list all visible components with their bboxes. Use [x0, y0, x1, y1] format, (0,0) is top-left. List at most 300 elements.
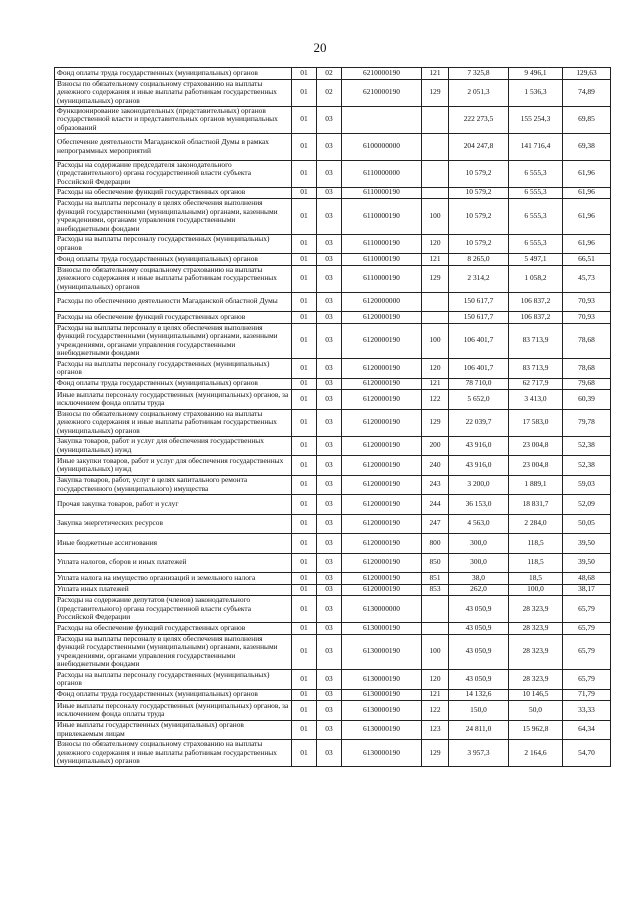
planned-amount: 78 710,0 — [449, 378, 509, 390]
executed-amount: 23 004,8 — [509, 436, 563, 456]
planned-amount: 150 617,7 — [449, 292, 509, 312]
executed-amount: 141 716,4 — [509, 133, 563, 160]
row-name: Расходы на выплаты персоналу государственных (муниципальных) органов — [55, 670, 292, 690]
table-row — [55, 359, 611, 379]
target-article-code: 6130000190 — [342, 623, 422, 635]
execution-percent: 61,96 — [563, 199, 611, 235]
executed-amount: 18 831,7 — [509, 495, 563, 515]
subsection-code: 03 — [317, 292, 342, 312]
row-name: Расходы на содержание депутатов (членов) законодательного (представительного) органа государственной власти субъекта Российской Федерации — [55, 596, 292, 623]
subsection-code: 03 — [317, 390, 342, 410]
execution-percent: 65,79 — [563, 623, 611, 635]
executed-amount: 118,5 — [509, 553, 563, 573]
expense-type-code: 129 — [422, 409, 449, 436]
target-article-code: 6130000190 — [342, 689, 422, 701]
row-name: Иные выплаты персоналу государственных (муниципальных) органов, за исключением фонда оплаты труда — [55, 390, 292, 410]
execution-percent: 69,38 — [563, 133, 611, 160]
execution-percent: 64,34 — [563, 720, 611, 740]
expense-type-code: 120 — [422, 670, 449, 690]
subsection-code: 02 — [317, 68, 342, 80]
executed-amount: 62 717,9 — [509, 378, 563, 390]
section-code: 01 — [292, 199, 317, 235]
table-row — [55, 514, 611, 534]
section-code: 01 — [292, 436, 317, 456]
execution-percent: 79,68 — [563, 378, 611, 390]
execution-percent: 48,68 — [563, 573, 611, 585]
expense-type-code — [422, 292, 449, 312]
execution-percent: 39,50 — [563, 534, 611, 554]
row-name: Расходы на выплаты персоналу государственных (муниципальных) органов — [55, 234, 292, 254]
planned-amount: 4 563,0 — [449, 514, 509, 534]
executed-amount: 106 837,2 — [509, 312, 563, 324]
subsection-code: 02 — [317, 79, 342, 106]
row-name: Иные бюджетные ассигнования — [55, 534, 292, 554]
row-name: Взносы по обязательному социальному страхованию на выплаты денежного содержания и иные выплаты работникам государственных (муниципальных) органов — [55, 79, 292, 106]
row-name: Закупка энергетических ресурсов — [55, 514, 292, 534]
subsection-code: 03 — [317, 623, 342, 635]
row-name: Расходы на обеспечение функций государственных органов — [55, 312, 292, 324]
row-name: Фонд оплаты труда государственных (муниципальных) органов — [55, 254, 292, 266]
expense-type-code — [422, 106, 449, 133]
subsection-code: 03 — [317, 584, 342, 596]
budget-table — [54, 67, 611, 767]
row-name: Функционирование законодательных (представительных) органов государственной власти и представительных органов муниципальных образований — [55, 106, 292, 133]
executed-amount: 28 323,9 — [509, 623, 563, 635]
section-code: 01 — [292, 534, 317, 554]
row-name: Расходы на выплаты персоналу государственных (муниципальных) органов — [55, 359, 292, 379]
execution-percent: 45,73 — [563, 265, 611, 292]
table-row — [55, 436, 611, 456]
target-article-code: 6120000190 — [342, 409, 422, 436]
row-name: Иные выплаты государственных (муниципальных) органов привлекаемым лицам — [55, 720, 292, 740]
expense-type-code: 129 — [422, 740, 449, 767]
subsection-code: 03 — [317, 514, 342, 534]
section-code: 01 — [292, 79, 317, 106]
execution-percent: 61,96 — [563, 234, 611, 254]
section-code: 01 — [292, 133, 317, 160]
planned-amount: 10 579,2 — [449, 187, 509, 199]
execution-percent: 52,38 — [563, 456, 611, 476]
planned-amount: 5 652,0 — [449, 390, 509, 410]
expense-type-code: 120 — [422, 359, 449, 379]
row-name: Взносы по обязательному социальному страхованию на выплаты денежного содержания и иные выплаты работникам государственных (муниципальных) органов — [55, 740, 292, 767]
target-article-code: 6120000190 — [342, 475, 422, 495]
target-article-code: 6110000190 — [342, 199, 422, 235]
page-number: 20 — [313, 40, 327, 55]
execution-percent: 33,33 — [563, 701, 611, 721]
expense-type-code — [422, 596, 449, 623]
planned-amount: 24 811,0 — [449, 720, 509, 740]
expense-type-code: 122 — [422, 701, 449, 721]
table-row — [55, 378, 611, 390]
executed-amount: 6 555,3 — [509, 160, 563, 187]
planned-amount: 150 617,7 — [449, 312, 509, 324]
section-code: 01 — [292, 475, 317, 495]
executed-amount: 28 323,9 — [509, 596, 563, 623]
planned-amount: 2 051,3 — [449, 79, 509, 106]
planned-amount: 106 401,7 — [449, 323, 509, 359]
subsection-code: 03 — [317, 553, 342, 573]
table-row — [55, 634, 611, 670]
subsection-code: 03 — [317, 634, 342, 670]
row-name: Расходы на обеспечение функций государственных органов — [55, 623, 292, 635]
planned-amount: 10 579,2 — [449, 234, 509, 254]
expense-type-code — [422, 187, 449, 199]
subsection-code: 03 — [317, 199, 342, 235]
target-article-code: 6120000190 — [342, 553, 422, 573]
planned-amount: 2 314,2 — [449, 265, 509, 292]
row-name: Расходы на обеспечение функций государственных органов — [55, 187, 292, 199]
table-row — [55, 292, 611, 312]
expense-type-code: 121 — [422, 378, 449, 390]
row-name: Расходы на выплаты персоналу в целях обеспечения выполнения функций государственными (муниципальными) органами, казенными учреждениями, органами управления государственными внебюджетными фондами — [55, 323, 292, 359]
row-name: Уплата налогов, сборов и иных платежей — [55, 553, 292, 573]
row-name: Иные закупки товаров, работ и услуг для обеспечения государственных (муниципальных) нужд — [55, 456, 292, 476]
expense-type-code: 200 — [422, 436, 449, 456]
table-row — [55, 79, 611, 106]
target-article-code: 6130000190 — [342, 670, 422, 690]
target-article-code: 6130000190 — [342, 634, 422, 670]
executed-amount: 10 146,5 — [509, 689, 563, 701]
executed-amount: 17 583,0 — [509, 409, 563, 436]
executed-amount: 6 555,3 — [509, 234, 563, 254]
table-row — [55, 187, 611, 199]
execution-percent: 61,96 — [563, 187, 611, 199]
execution-percent: 78,68 — [563, 359, 611, 379]
section-code: 01 — [292, 456, 317, 476]
expense-type-code: 850 — [422, 553, 449, 573]
target-article-code: 6120000190 — [342, 456, 422, 476]
row-name: Уплата налога на имущество организаций и земельного налога — [55, 573, 292, 585]
planned-amount: 43 050,9 — [449, 670, 509, 690]
execution-percent: 50,05 — [563, 514, 611, 534]
section-code: 01 — [292, 323, 317, 359]
executed-amount: 118,5 — [509, 534, 563, 554]
planned-amount: 150,0 — [449, 701, 509, 721]
execution-percent: 66,51 — [563, 254, 611, 266]
subsection-code: 03 — [317, 160, 342, 187]
executed-amount: 100,0 — [509, 584, 563, 596]
target-article-code: 6130000000 — [342, 596, 422, 623]
subsection-code: 03 — [317, 106, 342, 133]
table-row — [55, 596, 611, 623]
target-article-code: 6100000000 — [342, 133, 422, 160]
subsection-code: 03 — [317, 133, 342, 160]
section-code: 01 — [292, 573, 317, 585]
table-row — [55, 160, 611, 187]
expense-type-code: 121 — [422, 689, 449, 701]
table-row — [55, 573, 611, 585]
executed-amount: 3 413,0 — [509, 390, 563, 410]
section-code: 01 — [292, 634, 317, 670]
executed-amount: 23 004,8 — [509, 456, 563, 476]
section-code: 01 — [292, 670, 317, 690]
section-code: 01 — [292, 514, 317, 534]
expense-type-code — [422, 133, 449, 160]
target-article-code — [342, 106, 422, 133]
expense-type-code: 244 — [422, 495, 449, 515]
table-row — [55, 265, 611, 292]
row-name: Расходы на выплаты персоналу в целях обеспечения выполнения функций государственными (муниципальными) органами, казенными учреждениями, органами управления государственными внебюджетными фондами — [55, 634, 292, 670]
section-code: 01 — [292, 234, 317, 254]
planned-amount: 22 039,7 — [449, 409, 509, 436]
executed-amount: 28 323,9 — [509, 670, 563, 690]
table-row — [55, 670, 611, 690]
table-row — [55, 720, 611, 740]
executed-amount: 5 497,1 — [509, 254, 563, 266]
table-row — [55, 689, 611, 701]
executed-amount: 155 254,3 — [509, 106, 563, 133]
section-code: 01 — [292, 409, 317, 436]
planned-amount: 204 247,8 — [449, 133, 509, 160]
expense-type-code: 129 — [422, 265, 449, 292]
execution-percent: 52,38 — [563, 436, 611, 456]
planned-amount: 43 050,9 — [449, 634, 509, 670]
budget-table-body — [55, 68, 611, 767]
executed-amount: 1 536,3 — [509, 79, 563, 106]
target-article-code: 6120000190 — [342, 436, 422, 456]
subsection-code: 03 — [317, 312, 342, 324]
row-name: Фонд оплаты труда государственных (муниципальных) органов — [55, 68, 292, 80]
executed-amount: 15 962,8 — [509, 720, 563, 740]
expense-type-code: 100 — [422, 323, 449, 359]
row-name: Уплата иных платежей — [55, 584, 292, 596]
row-name: Иные выплаты персоналу государственных (муниципальных) органов, за исключением фонда оплаты труда — [55, 701, 292, 721]
expense-type-code: 121 — [422, 254, 449, 266]
planned-amount: 36 153,0 — [449, 495, 509, 515]
table-row — [55, 199, 611, 235]
expense-type-code: 853 — [422, 584, 449, 596]
expense-type-code: 123 — [422, 720, 449, 740]
subsection-code: 03 — [317, 670, 342, 690]
target-article-code: 6120000190 — [342, 312, 422, 324]
section-code: 01 — [292, 106, 317, 133]
subsection-code: 03 — [317, 234, 342, 254]
execution-percent: 79,78 — [563, 409, 611, 436]
section-code: 01 — [292, 68, 317, 80]
section-code: 01 — [292, 390, 317, 410]
planned-amount: 10 579,2 — [449, 160, 509, 187]
expense-type-code: 243 — [422, 475, 449, 495]
subsection-code: 03 — [317, 573, 342, 585]
subsection-code: 03 — [317, 378, 342, 390]
planned-amount: 3 957,3 — [449, 740, 509, 767]
target-article-code: 6210000190 — [342, 79, 422, 106]
executed-amount: 6 555,3 — [509, 199, 563, 235]
execution-percent: 52,09 — [563, 495, 611, 515]
row-name: Прочая закупка товаров, работ и услуг — [55, 495, 292, 515]
target-article-code: 6120000190 — [342, 359, 422, 379]
section-code: 01 — [292, 720, 317, 740]
execution-percent: 74,89 — [563, 79, 611, 106]
table-row — [55, 323, 611, 359]
planned-amount: 222 273,5 — [449, 106, 509, 133]
target-article-code: 6110000190 — [342, 234, 422, 254]
target-article-code: 6110000190 — [342, 254, 422, 266]
executed-amount: 2 164,6 — [509, 740, 563, 767]
planned-amount: 106 401,7 — [449, 359, 509, 379]
table-row — [55, 701, 611, 721]
planned-amount: 43 916,0 — [449, 456, 509, 476]
subsection-code: 03 — [317, 740, 342, 767]
executed-amount: 1 058,2 — [509, 265, 563, 292]
section-code: 01 — [292, 495, 317, 515]
section-code: 01 — [292, 254, 317, 266]
executed-amount: 106 837,2 — [509, 292, 563, 312]
execution-percent: 65,79 — [563, 596, 611, 623]
row-name: Расходы по обеспечению деятельности Магаданской областной Думы — [55, 292, 292, 312]
executed-amount: 83 713,9 — [509, 323, 563, 359]
section-code: 01 — [292, 378, 317, 390]
row-name: Закупка товаров, работ и услуг для обеспечения государственных (муниципальных) нужд — [55, 436, 292, 456]
planned-amount: 43 916,0 — [449, 436, 509, 456]
execution-percent: 70,93 — [563, 312, 611, 324]
planned-amount: 43 050,9 — [449, 596, 509, 623]
section-code: 01 — [292, 701, 317, 721]
expense-type-code: 121 — [422, 68, 449, 80]
row-name: Расходы на содержание председателя законодательного (представительного) органа государственной власти субъекта Российской Федерации — [55, 160, 292, 187]
subsection-code: 03 — [317, 359, 342, 379]
row-name: Взносы по обязательному социальному страхованию на выплаты денежного содержания и иные выплаты работникам государственных (муниципальных) органов — [55, 409, 292, 436]
subsection-code: 03 — [317, 409, 342, 436]
subsection-code: 03 — [317, 495, 342, 515]
table-row — [55, 553, 611, 573]
section-code: 01 — [292, 265, 317, 292]
target-article-code: 6110000190 — [342, 187, 422, 199]
planned-amount: 8 265,0 — [449, 254, 509, 266]
table-row — [55, 390, 611, 410]
section-code: 01 — [292, 160, 317, 187]
section-code: 01 — [292, 740, 317, 767]
table-row — [55, 534, 611, 554]
table-row — [55, 456, 611, 476]
row-name: Расходы на выплаты персоналу в целях обеспечения выполнения функций государственными (муниципальными) органами, казенными учреждениями, органами управления государственными внебюджетными фондами — [55, 199, 292, 235]
expense-type-code: 800 — [422, 534, 449, 554]
target-article-code: 6130000190 — [342, 720, 422, 740]
table-row — [55, 623, 611, 635]
expense-type-code: 100 — [422, 634, 449, 670]
executed-amount: 18,5 — [509, 573, 563, 585]
section-code: 01 — [292, 596, 317, 623]
planned-amount: 7 325,8 — [449, 68, 509, 80]
target-article-code: 6120000190 — [342, 584, 422, 596]
executed-amount: 9 496,1 — [509, 68, 563, 80]
target-article-code: 6120000000 — [342, 292, 422, 312]
execution-percent: 38,17 — [563, 584, 611, 596]
expense-type-code: 120 — [422, 234, 449, 254]
executed-amount: 28 323,9 — [509, 634, 563, 670]
target-article-code: 6110000000 — [342, 160, 422, 187]
section-code: 01 — [292, 584, 317, 596]
executed-amount: 2 284,0 — [509, 514, 563, 534]
subsection-code: 03 — [317, 720, 342, 740]
subsection-code: 03 — [317, 456, 342, 476]
planned-amount: 14 132,6 — [449, 689, 509, 701]
subsection-code: 03 — [317, 436, 342, 456]
subsection-code: 03 — [317, 534, 342, 554]
row-name: Закупка товаров, работ, услуг в целях капитального ремонта государственного (муниципального) имущества — [55, 475, 292, 495]
subsection-code: 03 — [317, 265, 342, 292]
row-name: Фонд оплаты труда государственных (муниципальных) органов — [55, 689, 292, 701]
execution-percent: 59,03 — [563, 475, 611, 495]
target-article-code: 6120000190 — [342, 573, 422, 585]
target-article-code: 6110000190 — [342, 265, 422, 292]
expense-type-code — [422, 312, 449, 324]
row-name: Взносы по обязательному социальному страхованию на выплаты денежного содержания и иные выплаты работникам государственных (муниципальных) органов — [55, 265, 292, 292]
target-article-code: 6120000190 — [342, 390, 422, 410]
subsection-code: 03 — [317, 323, 342, 359]
planned-amount: 262,0 — [449, 584, 509, 596]
execution-percent: 70,93 — [563, 292, 611, 312]
row-name: Фонд оплаты труда государственных (муниципальных) органов — [55, 378, 292, 390]
section-code: 01 — [292, 553, 317, 573]
execution-percent: 78,68 — [563, 323, 611, 359]
expense-type-code — [422, 160, 449, 187]
table-row — [55, 475, 611, 495]
target-article-code: 6130000190 — [342, 740, 422, 767]
target-article-code: 6120000190 — [342, 323, 422, 359]
expense-type-code: 240 — [422, 456, 449, 476]
target-article-code: 6130000190 — [342, 701, 422, 721]
subsection-code: 03 — [317, 254, 342, 266]
section-code: 01 — [292, 359, 317, 379]
table-row — [55, 409, 611, 436]
subsection-code: 03 — [317, 475, 342, 495]
expense-type-code: 247 — [422, 514, 449, 534]
target-article-code: 6120000190 — [342, 534, 422, 554]
expense-type-code: 100 — [422, 199, 449, 235]
section-code: 01 — [292, 623, 317, 635]
execution-percent: 61,96 — [563, 160, 611, 187]
expense-type-code: 851 — [422, 573, 449, 585]
table-row — [55, 584, 611, 596]
executed-amount: 1 889,1 — [509, 475, 563, 495]
table-row — [55, 495, 611, 515]
planned-amount: 3 200,0 — [449, 475, 509, 495]
subsection-code: 03 — [317, 596, 342, 623]
executed-amount: 50,0 — [509, 701, 563, 721]
execution-percent: 71,79 — [563, 689, 611, 701]
planned-amount: 300,0 — [449, 534, 509, 554]
table-row — [55, 312, 611, 324]
execution-percent: 65,79 — [563, 634, 611, 670]
subsection-code: 03 — [317, 689, 342, 701]
table-row — [55, 133, 611, 160]
execution-percent: 69,85 — [563, 106, 611, 133]
executed-amount: 6 555,3 — [509, 187, 563, 199]
expense-type-code — [422, 623, 449, 635]
target-article-code: 6210000190 — [342, 68, 422, 80]
target-article-code: 6120000190 — [342, 378, 422, 390]
table-row — [55, 254, 611, 266]
planned-amount: 300,0 — [449, 553, 509, 573]
section-code: 01 — [292, 292, 317, 312]
execution-percent: 129,63 — [563, 68, 611, 80]
target-article-code: 6120000190 — [342, 495, 422, 515]
execution-percent: 54,70 — [563, 740, 611, 767]
planned-amount: 43 050,9 — [449, 623, 509, 635]
section-code: 01 — [292, 187, 317, 199]
section-code: 01 — [292, 312, 317, 324]
planned-amount: 10 579,2 — [449, 199, 509, 235]
planned-amount: 38,0 — [449, 573, 509, 585]
table-row — [55, 740, 611, 767]
section-code: 01 — [292, 689, 317, 701]
execution-percent: 60,39 — [563, 390, 611, 410]
target-article-code: 6120000190 — [342, 514, 422, 534]
executed-amount: 83 713,9 — [509, 359, 563, 379]
execution-percent: 39,50 — [563, 553, 611, 573]
